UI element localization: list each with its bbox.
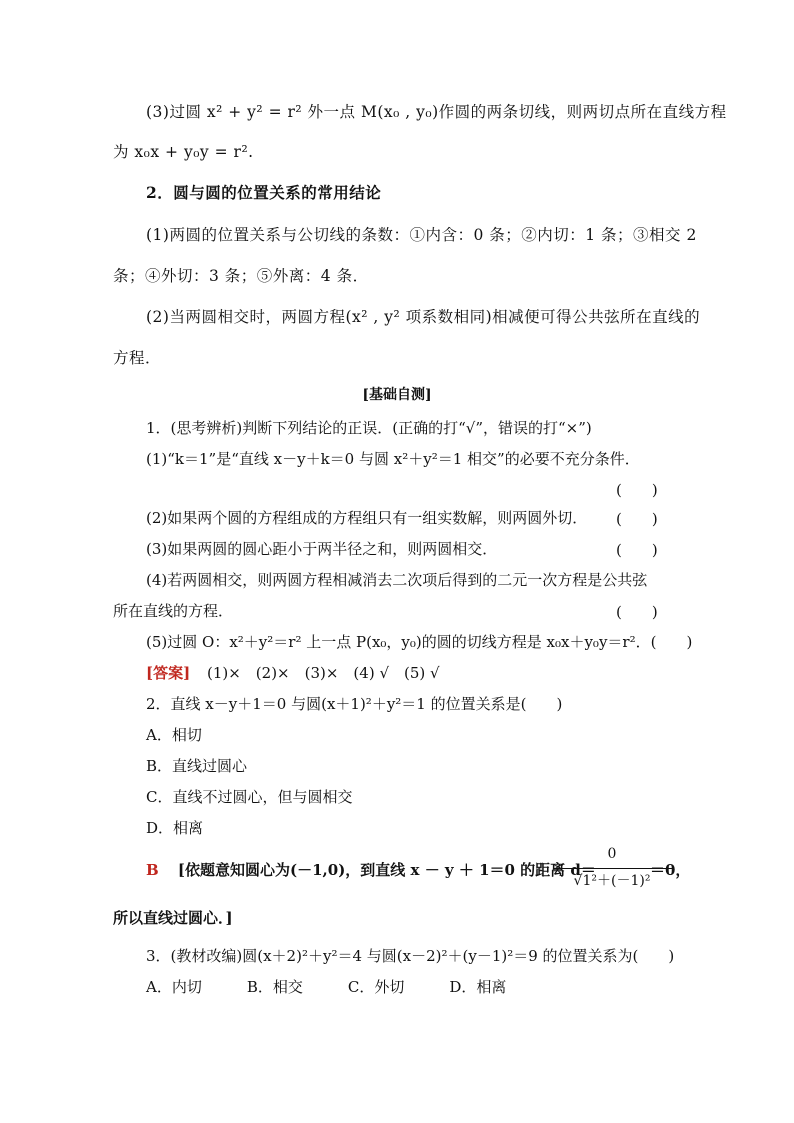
- q2-option-d: D．相离: [146, 819, 204, 837]
- section2-item1-line1: (1)两圆的位置关系与公切线的条数：①内含：0 条；②内切：1 条；③相交 2: [146, 226, 697, 244]
- q2-answer-line1: [146, 860, 596, 880]
- q2-answer-tail: ＝0，: [650, 861, 691, 879]
- q1-statement-1: (1)“k＝1”是“直线 x－y＋k＝0 与圆 x²＋y²＝1 相交”的必要不充分条件．: [146, 450, 640, 468]
- q1-statement-4-line2: 所在直线的方程．: [113, 602, 234, 620]
- q2-answer-text: [依题意知圆心为(－1,0)，到直线 x － y ＋ 1＝0 的距离 d＝: [177, 861, 596, 879]
- q1-statement-1-blank: ( ): [616, 481, 658, 499]
- self-test-title: [基础自测]: [362, 387, 432, 403]
- q2-option-c: C．直线不过圆心，但与圆相交: [146, 788, 353, 806]
- q1-statement-3-blank: ( ): [616, 541, 658, 559]
- section2-heading: 2．圆与圆的位置关系的常用结论: [146, 183, 382, 202]
- q2-option-b: B．直线过圆心: [146, 757, 248, 775]
- fraction-numerator: 0: [607, 846, 617, 862]
- q1-statement-4-blank: ( ): [616, 603, 658, 621]
- q1-statement-4-line1: (4)若两圆相交，则两圆方程相减消去二次项后得到的二元一次方程是公共弦: [146, 571, 648, 589]
- section2-item2-line2: 方程．: [113, 349, 162, 367]
- p3-line2: 为 x₀x + y₀y = r².: [113, 143, 254, 161]
- q2-option-a: A．相切: [146, 726, 202, 744]
- fraction-denominator: √1²＋(－1)²: [573, 873, 651, 889]
- q1-statement-2-blank: ( ): [616, 510, 658, 528]
- q1-statement-5: (5)过圆 O：x²＋y²＝r² 上一点 P(x₀，y₀)的圆的切线方程是 x₀x＋y₀y＝r²．( ): [146, 633, 693, 651]
- section2-item1-line2: 条；④外切：3 条；⑤外离：4 条．: [113, 267, 369, 285]
- q1-statement-3: (3)如果两圆的圆心距小于两半径之和，则两圆相交．: [146, 540, 498, 558]
- q1-statement-2: (2)如果两个圆的方程组成的方程组只有一组实数解，则两圆外切．: [146, 509, 588, 527]
- answer-text: (1)× (2)× (3)× (4) √ (5) √: [206, 664, 440, 682]
- q1-stem: 1．(思考辨析)判断下列结论的正误．(正确的打“√”，错误的打“×”): [146, 419, 592, 437]
- q3-stem: 3．(教材改编)圆(x＋2)²＋y²＝4 与圆(x－2)²＋(y－1)²＝9 的位置关系为( ): [146, 947, 675, 965]
- section2-item2-line1: (2)当两圆相交时，两圆方程(x² , y² 项系数相同)相减便可得公共弦所在直线的: [146, 308, 701, 326]
- q2-stem: 2．直线 x－y＋1＝0 与圆(x＋1)²＋y²＝1 的位置关系是( ): [146, 695, 563, 713]
- q1-answer: [146, 663, 440, 683]
- q2-answer-letter: B: [146, 861, 159, 879]
- p3-line1: (3)过圆 x² + y² = r² 外一点 M(x₀ , y₀)作圆的两条切线，则两切点所在直线方程: [146, 103, 727, 121]
- answer-tag: [答案]: [146, 664, 191, 682]
- q2-answer-line2: 所以直线过圆心．]: [113, 909, 233, 927]
- q3-options: A．内切 B．相交 C．外切 D．相离: [146, 978, 507, 996]
